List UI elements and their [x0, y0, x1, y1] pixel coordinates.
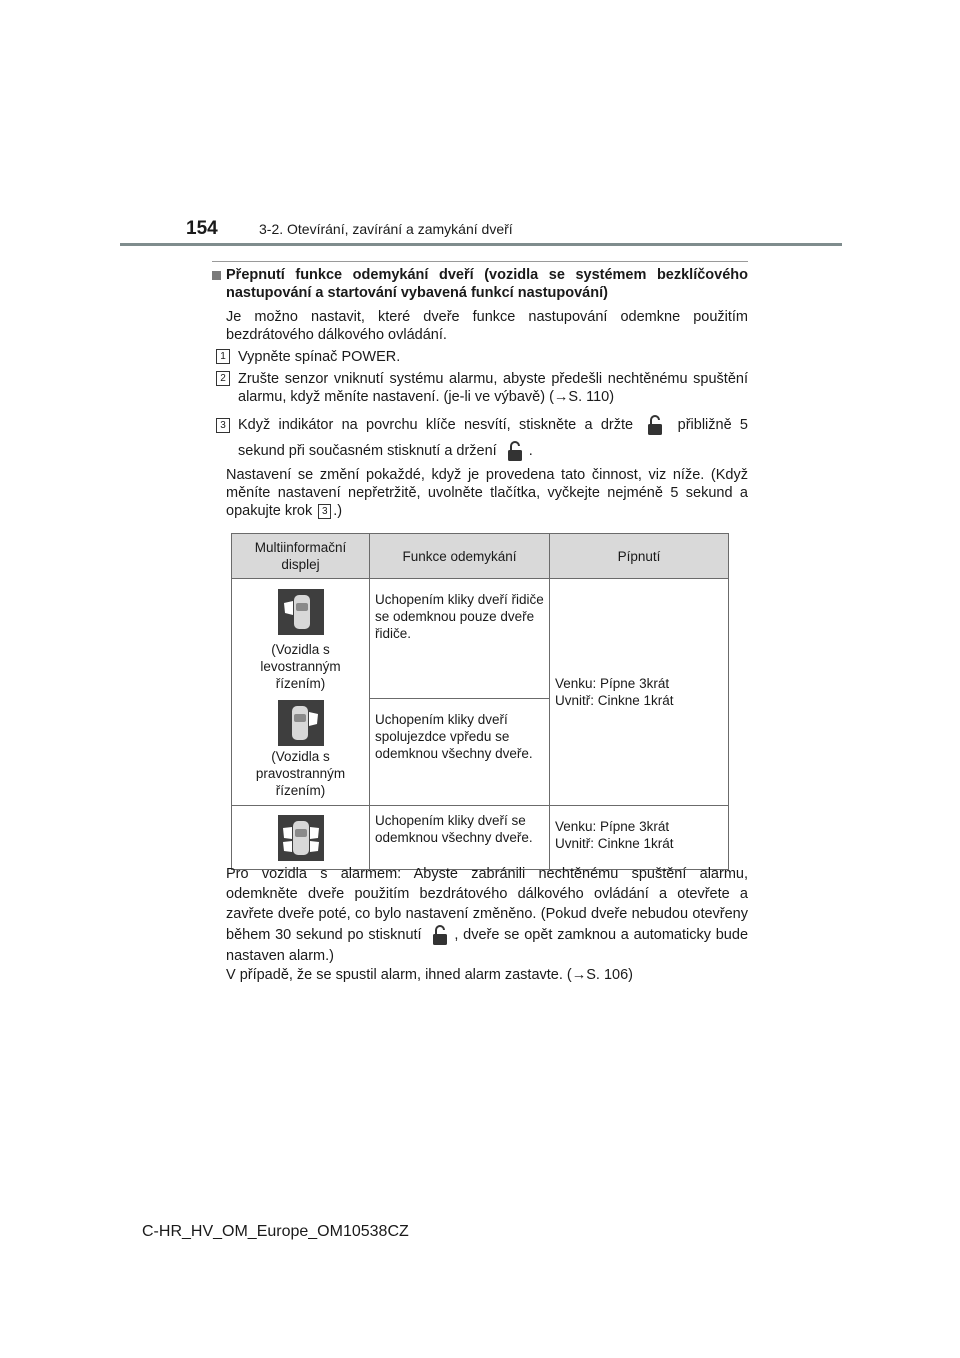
lock-icon: [432, 924, 448, 946]
step-text: Zrušte senzor vniknutí systému alarmu, abyste předešli nechtěnému spuštění alarmu, když měníte nastavení. (je-li ve výbavě) (→S. 110): [238, 371, 748, 405]
table-header-row: [232, 534, 729, 579]
function-cell: Uchopením kliky dveří spolujezdce vpředu se odemknou všechny dveře.: [370, 698, 550, 806]
table-row: [232, 579, 729, 699]
section-divider: [212, 261, 748, 262]
chapter-title: 3-2. Otevírání, zavírání a zamykání dveří: [259, 221, 513, 237]
step-number: 2: [216, 371, 230, 386]
section-heading: Přepnutí funkce odemykání dveří (vozidla se systémem bezklíčového nastupování a startování vybavená funkcí nastupování): [212, 266, 748, 302]
all-doors-unlock-icon: [278, 815, 324, 861]
column-header: Multiinformační displej: [232, 534, 370, 579]
section-content: [212, 266, 748, 520]
beep-cell: Venku: Pípne 3krát Uvnitř: Cinkne 1krát: [550, 806, 729, 870]
step-3: 3 Když indikátor na povrchu klíče nesvítí, stiskněte a držte přibližně 5 sekund při současném stisknutí a držení .: [212, 412, 748, 464]
bullet-square-icon: [212, 271, 221, 280]
column-header: Pípnutí: [550, 534, 729, 579]
page-number: 154: [186, 218, 218, 239]
step-text: Vypněte spínač POWER.: [238, 349, 401, 365]
alarm-note: Pro vozidla s alarmem: Abyste zabránili nechtěnému spuštění alarmu, odemkněte dveře použitím bezdrátového dálkového ovládání a otevřete a zavřete dveře poté, co bylo nastavení změněno. (Pokud dveře nebudou otevřeny během 30 sekund po stisknutí , dveře se opět zamknou a automaticky bude nastaven alarm.) V případě, že se spustil alarm, ihned alarm zastavte. (→S. 106): [212, 858, 748, 984]
lock-icon: [647, 414, 663, 436]
step-number: 1: [216, 349, 230, 364]
step-number: 3: [216, 418, 230, 433]
column-header: Funkce odemykání: [370, 534, 550, 579]
function-cell: Uchopením kliky dveří řidiče se odemknou pouze dveře řidiče.: [370, 579, 550, 699]
intro-paragraph: Je možno nastavit, které dveře funkce nastupování odemkne použitím bezdrátového dálkového ovládání.: [226, 309, 748, 343]
step-reference: 3: [318, 504, 331, 519]
header-divider: [120, 243, 842, 246]
passenger-door-unlock-icon: [278, 700, 324, 746]
settings-note: Nastavení se změní pokaždé, když je provedena tato činnost, viz níže. (Když měníte nastavení nepřetržitě, uvolněte tlačítka, vyčkejte nejméně 5 sekund a opakujte krok 3 .): [226, 467, 748, 519]
function-cell: Uchopením kliky dveří se odemknou všechny dveře.: [370, 806, 550, 870]
alarm-stop-line: V případě, že se spustil alarm, ihned alarm zastavte. (→S. 106): [226, 967, 633, 983]
display-cell: [232, 579, 370, 699]
document-code: C-HR_HV_OM_Europe_OM10538CZ: [142, 1223, 409, 1240]
display-label: (Vozidla s pravostranným řízením): [255, 749, 346, 798]
driver-door-unlock-icon: [278, 589, 324, 635]
lock-icon: [507, 440, 523, 462]
display-label: (Vozidla s levostranným řízením): [260, 642, 341, 691]
step-1: [212, 348, 748, 366]
step-2: [212, 370, 748, 406]
unlock-settings-table: [231, 533, 729, 870]
display-cell: [232, 698, 370, 806]
beep-cell: Venku: Pípne 3krát Uvnitř: Cinkne 1krát: [550, 579, 729, 806]
